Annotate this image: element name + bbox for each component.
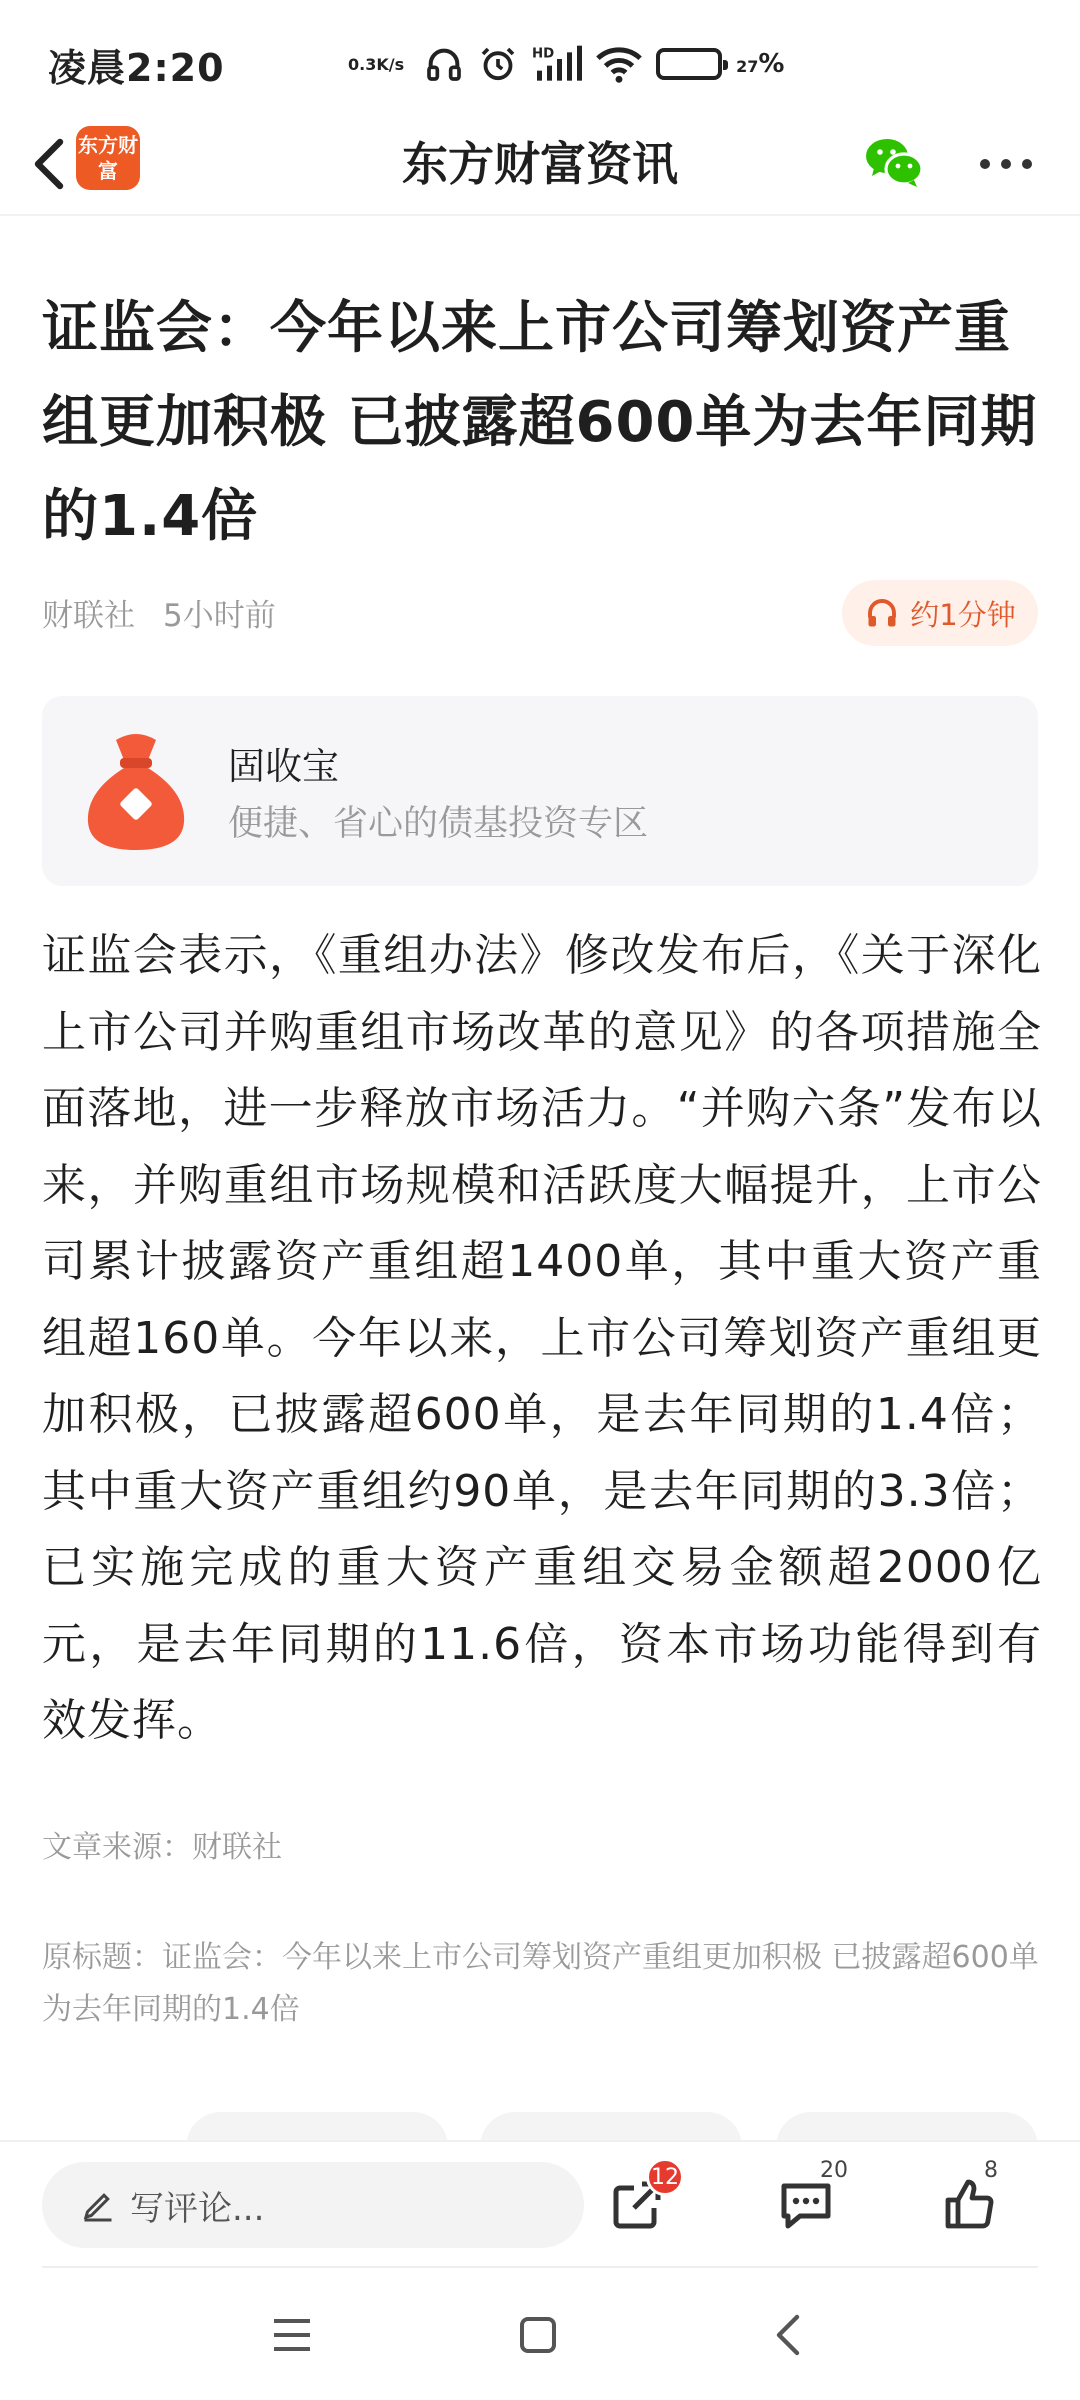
like-button[interactable] (930, 2158, 1010, 2244)
hd-signal-icon (532, 44, 582, 84)
original-title: 原标题：证监会：今年以来上市公司筹划资产重组更加积极 已披露超600单为去年同期的1.4倍 (42, 1940, 1039, 2027)
comment-count: 20 (820, 2158, 848, 2183)
status-time: 凌晨2:20 (48, 45, 225, 90)
pencil-icon (80, 2187, 116, 2223)
divider (42, 2266, 1038, 2268)
comments-button[interactable] (766, 2158, 848, 2244)
article-time: 5小时前 (163, 598, 276, 634)
listen-button[interactable] (842, 580, 1038, 646)
battery-percent-value: 27 (736, 57, 759, 76)
more-icon-dot (1022, 159, 1032, 169)
like-count: 8 (984, 2158, 998, 2183)
article-publisher[interactable]: 财联社 (42, 598, 135, 634)
comment-placeholder: 写评论... (130, 2188, 265, 2229)
thumbs-up-icon (942, 2176, 998, 2232)
article-body: 证监会表示，《重组办法》修改发布后，《关于深化上市公司并购重组市场改革的意见》的各项措施全面落地，进一步释放市场活力。“并购六条”发布以来，并购重组市场规模和活跃度大幅提升，上市公司累计披露资产重组超1400单，其中重大资产重组超160单。今年以来，上市公司筹划资产重组更加积极，已披露超600单，是去年同期的1.4倍；其中重大资产重组约90单，是去年同期的3.3倍；已实施完成的重大资产重组交易金额超2000亿元，是去年同期的11.6倍，资本市场功能得到有效发挥。 (42, 930, 1042, 1746)
comment-input[interactable] (42, 2162, 584, 2248)
status-indicators (348, 0, 784, 128)
wifi-icon (596, 44, 642, 84)
wechat-share-button[interactable] (862, 130, 926, 194)
back-nav-button[interactable] (748, 2300, 828, 2370)
article-title: 证监会：今年以来上市公司筹划资产重组更加积极 已披露超600单为去年同期的1.4倍 (42, 296, 1038, 549)
promo-subtitle: 便捷、省心的债基投资专区 (228, 804, 649, 844)
alarm-icon (478, 44, 518, 84)
back-nav-icon (773, 2313, 803, 2357)
back-icon (30, 136, 70, 192)
share-button[interactable] (598, 2164, 678, 2244)
back-button[interactable] (20, 130, 80, 198)
home-nav-button[interactable] (498, 2300, 578, 2370)
menu-nav-button[interactable] (252, 2300, 332, 2370)
promo-card[interactable] (42, 696, 1038, 886)
net-speed: 0.3K/s (348, 54, 405, 74)
battery-percent-unit: % (758, 49, 785, 79)
bottom-action-bar (0, 2140, 1080, 2270)
battery-percent (736, 49, 784, 79)
system-nav-bar (0, 2270, 1080, 2400)
app-logo[interactable]: 东方财富 (76, 126, 140, 190)
more-button[interactable] (976, 140, 1036, 188)
home-square-icon (518, 2315, 558, 2355)
listen-duration: 约1分钟 (910, 597, 1016, 632)
menu-icon (270, 2315, 314, 2355)
more-icon (980, 159, 990, 169)
article-source: 文章来源：财联社 (42, 1830, 282, 1865)
headset-icon (424, 44, 464, 84)
comment-icon (778, 2176, 834, 2232)
more-icon-dot (1001, 159, 1011, 169)
wechat-icon (862, 130, 926, 194)
app-header (0, 112, 1080, 216)
share-count-badge: 12 (646, 2158, 684, 2196)
promo-title: 固收宝 (228, 745, 339, 788)
article-meta (42, 590, 276, 635)
header-title: 东方财富资讯 (402, 137, 678, 191)
svg-text:HD: HD (532, 46, 555, 62)
battery-icon (656, 48, 722, 80)
headphones-icon (864, 595, 900, 631)
money-bag-icon (80, 730, 192, 852)
